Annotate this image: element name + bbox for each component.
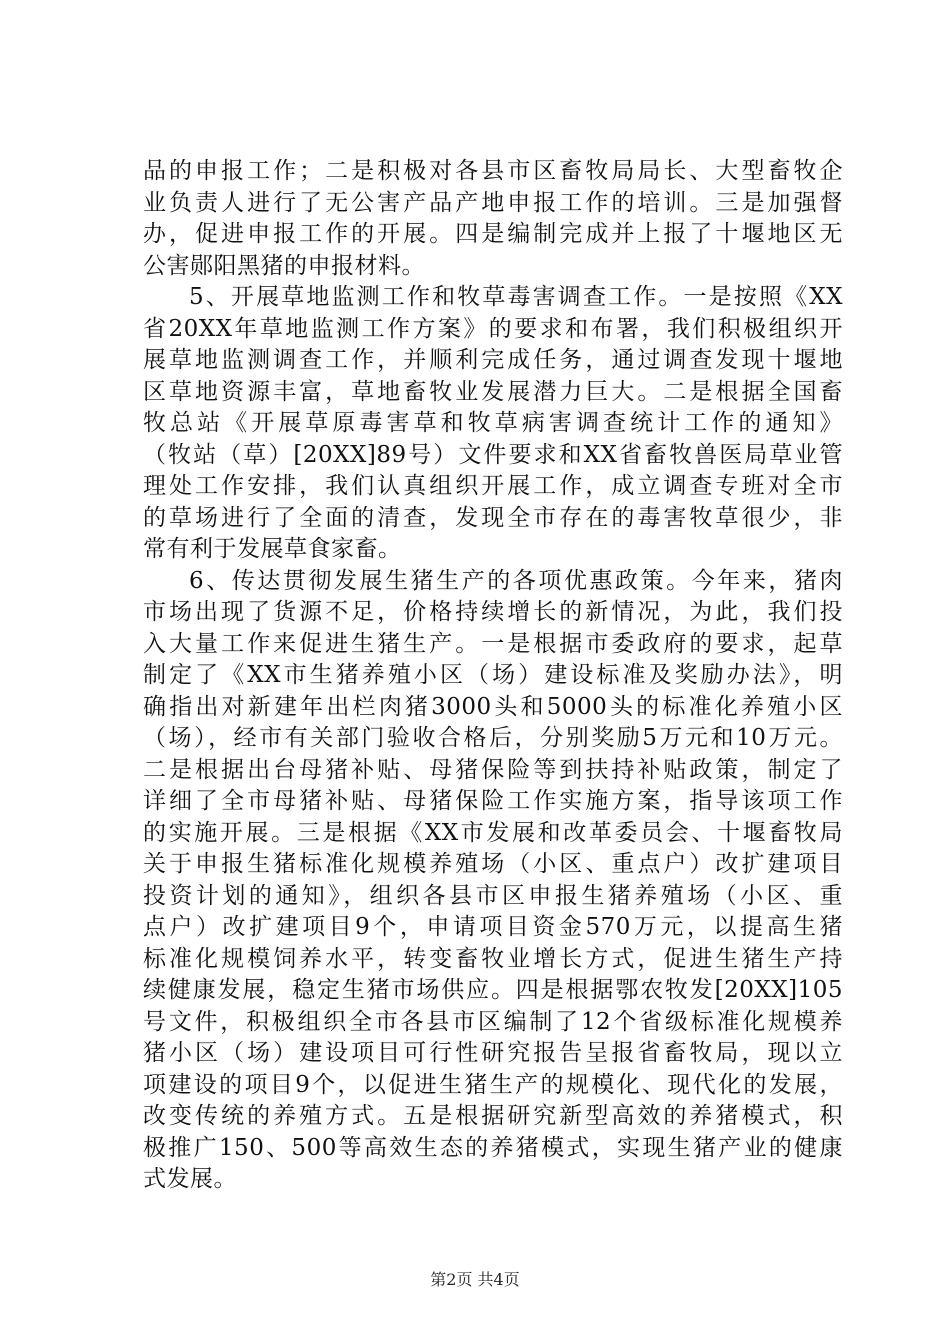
text-line: 理处工作安排，我们认真组织开展工作，成立调查专班对全市	[143, 473, 843, 499]
text-line: 5、开展草地监测工作和牧草毒害调查工作。一是按照《XX	[189, 284, 843, 310]
text-line: 牧总站《开展草原毒害草和牧草病害调查统计工作的通知》	[143, 410, 843, 436]
text-line: 投资计划的通知》，组织各县市区申报生猪养殖场（小区、重	[143, 882, 843, 909]
page-footer	[0, 1270, 950, 1290]
text-line: 常有利于发展草食家畜。	[143, 536, 402, 562]
text-line: 品的申报工作；二是积极对各县市区畜牧局局长、大型畜牧企	[143, 158, 843, 184]
text-line: 极推广150、500等高效生态的养猪模式，实现生猪产业的健康	[143, 1134, 843, 1161]
text-line: （牧站（草）[20XX]89号）文件要求和XX省畜牧兽医局草业管	[143, 441, 843, 468]
text-line: 号文件，积极组织全市各县市区编制了12个省级标准化规模养	[143, 1008, 843, 1035]
text-line: 办，促进申报工作的开展。四是编制完成并上报了十堰地区无	[143, 221, 843, 247]
text-line: 续健康发展，稳定生猪市场供应。四是根据鄂农牧发[20XX]105	[143, 977, 843, 1003]
text-line: 关于申报生猪标准化规模养殖场（小区、重点户）改扩建项目	[143, 851, 843, 877]
text-line: 二是根据出台母猪补贴、母猪保险等到扶持补贴政策，制定了	[143, 756, 843, 783]
text-line: 市场出现了货源不足，价格持续增长的新情况，为此，我们投	[143, 599, 843, 625]
page-number: 第2页 共4页	[430, 1270, 520, 1289]
text-line: 式发展。	[143, 1166, 237, 1192]
document-body	[143, 156, 843, 1196]
text-line: 确指出对新建年出栏肉猪3000头和5000头的标准化养殖小区	[143, 693, 843, 720]
text-line: 的实施开展。三是根据《XX市发展和改革委员会、十堰畜牧局	[143, 819, 843, 846]
text-line: 省20XX年草地监测工作方案》的要求和布署，我们积极组织开	[143, 315, 843, 342]
text-line: （场），经市有关部门验收合格后，分别奖励5万元和10万元。	[143, 725, 843, 751]
text-line: 展草地监测调查工作，并顺利完成任务，通过调查发现十堰地	[143, 347, 843, 373]
text-line: 改变传统的养殖方式。五是根据研究新型高效的养猪模式，积	[143, 1103, 843, 1129]
text-line: 点户）改扩建项目9个，申请项目资金570万元，以提高生猪	[143, 914, 843, 940]
text-line: 制定了《XX市生猪养殖小区（场）建设标准及奖励办法》，明	[143, 662, 843, 688]
text-line: 业负责人进行了无公害产品产地申报工作的培训。三是加强督	[143, 189, 843, 216]
text-line: 公害郧阳黑猪的申报材料。	[143, 252, 425, 279]
text-line: 标准化规模饲养水平，转变畜牧业增长方式，促进生猪生产持	[143, 945, 843, 972]
text-line: 的草场进行了全面的清查，发现全市存在的毒害牧草很少，非	[143, 504, 843, 531]
text-line: 入大量工作来促进生猪生产。一是根据市委政府的要求，起草	[143, 630, 843, 657]
text-line: 项建设的项目9个，以促进生猪生产的规模化、现代化的发展，	[143, 1071, 843, 1098]
text-line: 区草地资源丰富，草地畜牧业发展潜力巨大。二是根据全国畜	[143, 378, 843, 405]
text-line: 6、传达贯彻发展生猪生产的各项优惠政策。今年来，猪肉	[189, 567, 843, 594]
text-line: 详细了全市母猪补贴、母猪保险工作实施方案，指导该项工作	[143, 788, 843, 814]
text-line: 猪小区（场）建设项目可行性研究报告呈报省畜牧局，现以立	[143, 1040, 843, 1066]
